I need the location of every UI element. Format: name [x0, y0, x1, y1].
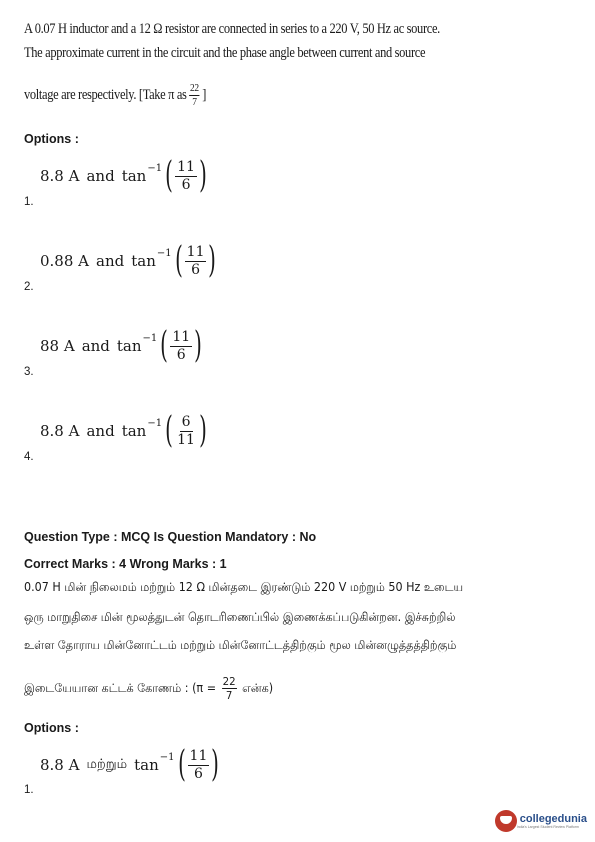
option-value: 0.88 A	[40, 252, 89, 270]
option-tan: tan	[131, 252, 156, 270]
option-2-number: 2.	[24, 281, 34, 293]
option-superscript: −1	[142, 332, 158, 344]
logo-text-block	[517, 814, 587, 829]
pi-fraction	[189, 82, 199, 109]
option-3-math[interactable]	[40, 325, 205, 366]
right-paren: )	[199, 410, 207, 451]
left-paren: (	[165, 155, 173, 196]
option-tan: tan	[121, 422, 147, 440]
option-4-math[interactable]	[40, 410, 210, 451]
fraction-numerator: 11	[189, 748, 208, 765]
option-tan: tan	[121, 167, 147, 185]
tamil-question-line-2: ஒரு மாறுதிசை மின் மூலத்துடன் தொடரிணைப்பில் இணைக்கப்படுகின்றன. இச்சுற்றில்	[24, 610, 456, 624]
tamil-pi-fraction	[222, 675, 237, 702]
option-superscript: −1	[147, 162, 163, 174]
right-paren: )	[211, 744, 220, 785]
option-and: and	[81, 337, 110, 355]
option-value: 8.8 A	[40, 167, 80, 185]
marks-line: Correct Marks : 4 Wrong Marks : 1	[24, 557, 227, 571]
option-fraction	[188, 748, 210, 781]
question-line-3-text: voltage are respectively. [Take π as	[24, 87, 187, 104]
tamil-question-line-4	[24, 675, 273, 702]
fraction-denominator: 6	[191, 261, 201, 278]
left-paren: (	[177, 744, 186, 785]
option-fraction	[185, 244, 207, 277]
option-tan: tan	[116, 337, 142, 355]
question-line-1: A 0.07 H inductor and a 12 Ω resistor are connected in series to a 220 V, 50 Hz ac source.	[24, 21, 440, 37]
option-tan: tan	[134, 756, 159, 774]
left-paren: (	[165, 410, 173, 451]
tamil-line-4-text: இடையேயான கட்டக் கோணம் : (π =	[24, 680, 217, 695]
option-fraction	[175, 414, 197, 447]
option-1-math[interactable]	[40, 155, 210, 196]
tamil-line-4-end: என்க)	[242, 680, 274, 695]
pi-numerator: 22	[222, 675, 236, 688]
option-and: and	[86, 422, 115, 440]
pi-denominator: 7	[225, 689, 233, 703]
option-value: 8.8 A	[40, 422, 80, 440]
question-line-3-end: ]	[202, 87, 207, 104]
question-line-3	[24, 82, 206, 109]
option-value: 88 A	[40, 337, 75, 355]
left-paren: (	[174, 240, 183, 281]
tamil-question-line-1: 0.07 H மின் நிலைமம் மற்றும் 12 Ω மின்தடை இரண்டும் 220 V மற்றும் 50 Hz உடைய	[24, 580, 464, 594]
question-type-line: Question Type : MCQ Is Question Mandatory : No	[24, 530, 317, 544]
right-paren: )	[199, 155, 207, 196]
pi-numerator: 22	[189, 82, 199, 96]
option-2-math[interactable]	[40, 240, 220, 281]
tamil-option-1-math[interactable]	[40, 744, 222, 785]
option-superscript: −1	[147, 417, 163, 429]
graduation-cap-icon	[495, 810, 517, 832]
option-4-number: 4.	[24, 451, 34, 463]
fraction-numerator: 11	[186, 244, 205, 261]
question-line-2: The approximate current in the circuit and the phase angle between current and source	[24, 45, 426, 61]
fraction-denominator: 6	[181, 176, 191, 193]
tamil-options-label: Options :	[24, 721, 79, 735]
fraction-numerator: 11	[177, 159, 195, 176]
fraction-denominator: 6	[176, 346, 186, 363]
tamil-question-line-3: உள்ள தோராய மின்னோட்டம் மற்றும் மின்னோட்டத்திற்கும் மூல மின்னழுத்தத்திற்கும்	[24, 638, 457, 652]
options-label: Options :	[24, 132, 79, 146]
fraction-denominator: 6	[194, 765, 203, 782]
logo-tagline: India's Largest Student Review Platform	[516, 824, 579, 829]
right-paren: )	[194, 325, 203, 366]
option-1-number: 1.	[24, 196, 34, 208]
logo-name: collegedunia	[519, 812, 587, 825]
option-and: மற்றும்	[86, 757, 128, 772]
tamil-option-1-number: 1.	[24, 784, 34, 796]
option-and: and	[96, 252, 125, 270]
option-value: 8.8 A	[40, 756, 80, 774]
option-and: and	[86, 167, 115, 185]
pi-denominator: 7	[192, 96, 197, 109]
collegedunia-logo	[495, 810, 587, 832]
right-paren: )	[208, 240, 217, 281]
option-superscript: −1	[159, 751, 175, 763]
fraction-numerator: 11	[172, 329, 191, 346]
fraction-denominator: 11	[177, 431, 195, 448]
option-superscript: −1	[156, 247, 172, 259]
option-fraction	[175, 159, 197, 192]
option-fraction	[170, 329, 192, 362]
left-paren: (	[160, 325, 169, 366]
fraction-numerator: 6	[181, 414, 191, 431]
option-3-number: 3.	[24, 366, 34, 378]
